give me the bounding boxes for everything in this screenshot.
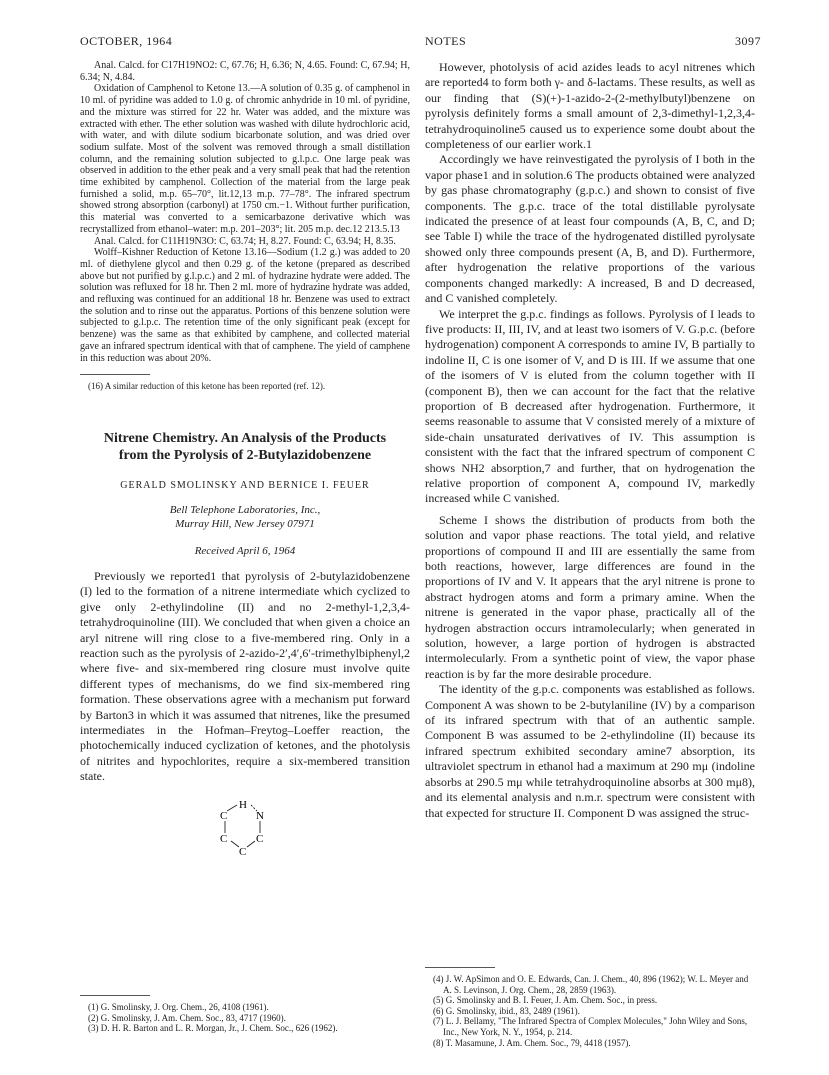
ring-structure-svg (205, 797, 285, 857)
atom-c-top-left: C (220, 809, 228, 822)
right-column (425, 60, 755, 821)
body-paragraph-3: We interpret the g.p.c. findings as follows. Pyrolysis of I leads to five products: II, III, IV, and at least two isomers of V. G.p.c. (before hydrogenation) component A corresponds to amine IV, B partially to indoline II, C is one isomer of V, and D is III. If we assume that one of the isomers of V is eluted from the column together with II (component B), then we can account for the fact that the relative proportion of B decreased after hydrogenation. Furthermore, it seems reasonable to assume that V consisted merely of a mixture of side-chain unsaturated derivatives of IV. This assumption is consistent with the fact that the infrared spectrum of component C shows NH2 absorption,7 and further, that on hydrogenation the relative proportion of component A, compound IV, markedly increased while C vanished. (425, 306, 755, 506)
footnote-4: (4) J. W. ApSimon and O. E. Edwards, Can. J. Chem., 40, 896 (1962); W. L. Meyer and A. S. Levinson, J. Org. Chem., 28, 2859 (1963). (433, 974, 749, 995)
atom-c-bottom: C (239, 845, 247, 857)
wolff-kishner-paragraph: Wolff–Kishner Reduction of Ketone 13.16—Sodium (1.2 g.) was added to 20 ml. of diethylene glycol and then 0.29 g. of the ketone (prepared as described above but not purified by g.l.p.c.) and 2 ml. of hydrazine hydrate were added. The solution was refluxed for 18 hr. Then 2 ml. more of hydrazine hydrate was added, and refluxing was continued for an additional 18 hr. Benzene was used to extract the solution and to rinse out the apparatus. Portions of this benzene solution were subjected to g.l.p.c. The retention time of the only significant peak (except for benzene) was the same as that exhibited by camphene, and collected material gave an infrared spectrum identical with that of camphene. The yield of camphene in this reduction was about 20%. (80, 247, 410, 364)
footnote-divider (80, 374, 150, 375)
footnote-1: (1) G. Smolinsky, J. Org. Chem., 26, 4108 (1961). (88, 1002, 269, 1012)
page-number: 3097 (735, 34, 761, 48)
footnote-16: (16) A similar reduction of this ketone has been reported (ref. 12). (88, 381, 326, 392)
body-paragraph-2: Accordingly we have reinvestigated the pyrolysis of I both in the vapor phase1 and in solution.6 The products obtained were analyzed by gas phase chromatography (g.p.c.) and shown to consist of five components. The g.p.c. trace of the total distillable pyrolysate indicated the presence of at least four compounds (A, B, C, and D; see Table I) while the trace of the hydrogenated distilled pyrolysate showed only three compounds present (A, B, and D). Furthermore, after hydrogenation the relative proportions of the various components changed markedly: A increased, B and D decreased, and C vanished completely. (425, 152, 755, 306)
affiliation-line-1: Bell Telephone Laboratories, Inc., (169, 503, 321, 516)
atom-c-bottom-left: C (220, 832, 228, 845)
oxidation-paragraph: Oxidation of Camphenol to Ketone 13.—A solution of 0.35 g. of camphenol in 10 ml. of pyridine was added to 1.0 g. of chromic anhydride in 10 ml. of pyridine, and the mixture was stirred for 22 hr. Water was added, and the mixture was extracted with ether. The ether solution was washed with dilute hydrochloric acid, with water, and with dilute sodium bicarbonate solution, and was dried over sodium sulfate. Most of the solvent was removed through a small distillation column, and the remaining solution subjected to g.l.p.c. One large peak was observed in addition to the ether peak and a very small peak that had the retention time exhibited by camphenol. Collection of the material from the large peak furnished a solid, m.p. 65–70°, lit.12,13 m.p. 77–78°. The infrared spectrum showed strong absorption (carbonyl) at 1750 cm.−1. Without further purification, this material was converted to a semicarbazone derivative which was recrystallized from ethanol–water: m.p. 201–203°; lit. 205 m.p. dec.12 213.5.13 (80, 83, 410, 235)
six-membered-transition-state-diagram (205, 797, 285, 857)
ring-bond-1 (227, 805, 237, 811)
body-paragraph-4: Scheme I shows the distribution of products from both the solution and vapor phase reactions. The total yield, and relative proportions of compound II and III are essentially the same from both reactions, however, large differences are found in the proportions of IV and V. It appears that the aryl nitrene is prone to abstract hydrogen atoms and form a primary amine. When the nitrene is generated in the vapor phase, practically all of the hydrogen abstraction occurs intramolecularly; when generated in solution, however, a large portion of hydrogen is abstracted intermolecularly. From a synthetic point of view, the vapor phase reaction is by far the more desirable procedure. (425, 512, 755, 681)
running-header-section: NOTES (425, 34, 467, 48)
ring-bond-5 (231, 841, 239, 847)
article-title (80, 430, 410, 464)
received-date: Received April 6, 1964 (194, 544, 296, 557)
body-paragraph-5: The identity of the g.p.c. components was established as follows. Component A was shown to be 2-butylaniline (IV) by a comparison of its infrared spectrum with that of an authentic sample. Component B was assumed to be 2-ethylindoline (II) because its infrared spectrum exhibited secondary amine7 absorption, its ultraviolet spectrum in ethanol had a maximum at 290 mμ (indoline absorbs at 290.5 mμ while tetrahydroquinoline absorbs at 300 mμ8), and its elemental analysis and n.m.r. spectrum were consistent with that expected for structure II. Component D was assigned the struc- (425, 682, 755, 820)
footnote-6: (6) G. Smolinsky, ibid., 83, 2489 (1961). (433, 1005, 580, 1016)
article-affiliation (80, 503, 410, 531)
footnote-divider-right (425, 967, 495, 968)
left-column (80, 60, 410, 871)
article-authors: GERALD SMOLINSKY AND BERNICE I. FEUER (120, 479, 370, 491)
affiliation-line-2: Murray Hill, New Jersey 07971 (175, 517, 315, 530)
right-footnotes (425, 967, 755, 1048)
article-title-line-1: Nitrene Chemistry. An Analysis of the Products (103, 430, 387, 446)
footnote-3: (3) D. H. R. Barton and L. R. Morgan, Jr., J. Chem. Soc., 626 (1962). (88, 1023, 338, 1034)
body-paragraph-1: However, photolysis of acid azides leads to acyl nitrenes which are reported4 to form both γ- and δ-lactams. These results, as well as our finding that (S)(+)-1-azido-2-(2-methylbutyl)benzene on pyrolysis definitely forms a small amount of 2,3-dimethyl-1,2,3,4-tetrahydroquinoline5 caused us to experience some doubt about the completeness of our earlier work.1 (425, 60, 755, 152)
atom-c-bottom-right: C (256, 832, 264, 845)
running-header-date: OCTOBER, 1964 (80, 34, 173, 48)
ring-bond-4 (247, 841, 255, 847)
article-title-line-2: from the Pyrolysis of 2-Butylazidobenzene (118, 447, 372, 463)
footnote-5: (5) G. Smolinsky and B. I. Feuer, J. Am. Chem. Soc., in press. (433, 995, 658, 1006)
analysis-paragraph: Anal. Calcd. for C17H19NO2: C, 67.76; H, 6.36; N, 4.65. Found: C, 67.94; H, 6.34; N, 4.84. (80, 60, 410, 83)
left-footnotes (80, 995, 410, 1034)
intro-paragraph: Previously we reported1 that pyrolysis of 2-butylazidobenzene (I) led to the formation of a nitrene intermediate which cyclized to give only 2-ethylindoline (II) and no 2-methyl-1,2,3,4-tetrahydroquinoline (III). We concluded that when given a choice an aryl nitrene will ring close to a five-membered ring. Only in a reaction such as the pyrolysis of 2-azido-2′,4′,6′-trimethylbiphenyl,2 where five- and six-membered ring closure must involve quite different types of mechanisms, do we find six-membered ring formation. These observations agree with a mechanism put forward by Barton3 in which it was assumed that nitrenes, like the presumed intermediates in the Hofman–Freytog–Loeffer reaction, the photochemically induced cyclization of ketones, and the photolysis of nitrites and hypochlorites, require a six-membered transition state. (80, 568, 410, 784)
atom-h: H (239, 798, 247, 811)
footnote-7: (7) L. J. Bellamy, "The Infrared Spectra of Complex Molecules," John Wiley and Sons, Inc., New York, N. Y., 1954, p. 214. (433, 1016, 748, 1037)
footnote-8: (8) T. Masamune, J. Am. Chem. Soc., 79, 4418 (1957). (433, 1037, 631, 1048)
atom-n: N (256, 809, 264, 822)
analysis-paragraph-2: Anal. Calcd. for C11H19N3O: C, 63.74; H, 8.27. Found: C, 63.94; H, 8.35. (94, 235, 396, 247)
footnote-divider-left (80, 995, 150, 996)
footnote-2: (2) G. Smolinsky, J. Am. Chem. Soc., 83, 4717 (1960). (88, 1012, 286, 1023)
